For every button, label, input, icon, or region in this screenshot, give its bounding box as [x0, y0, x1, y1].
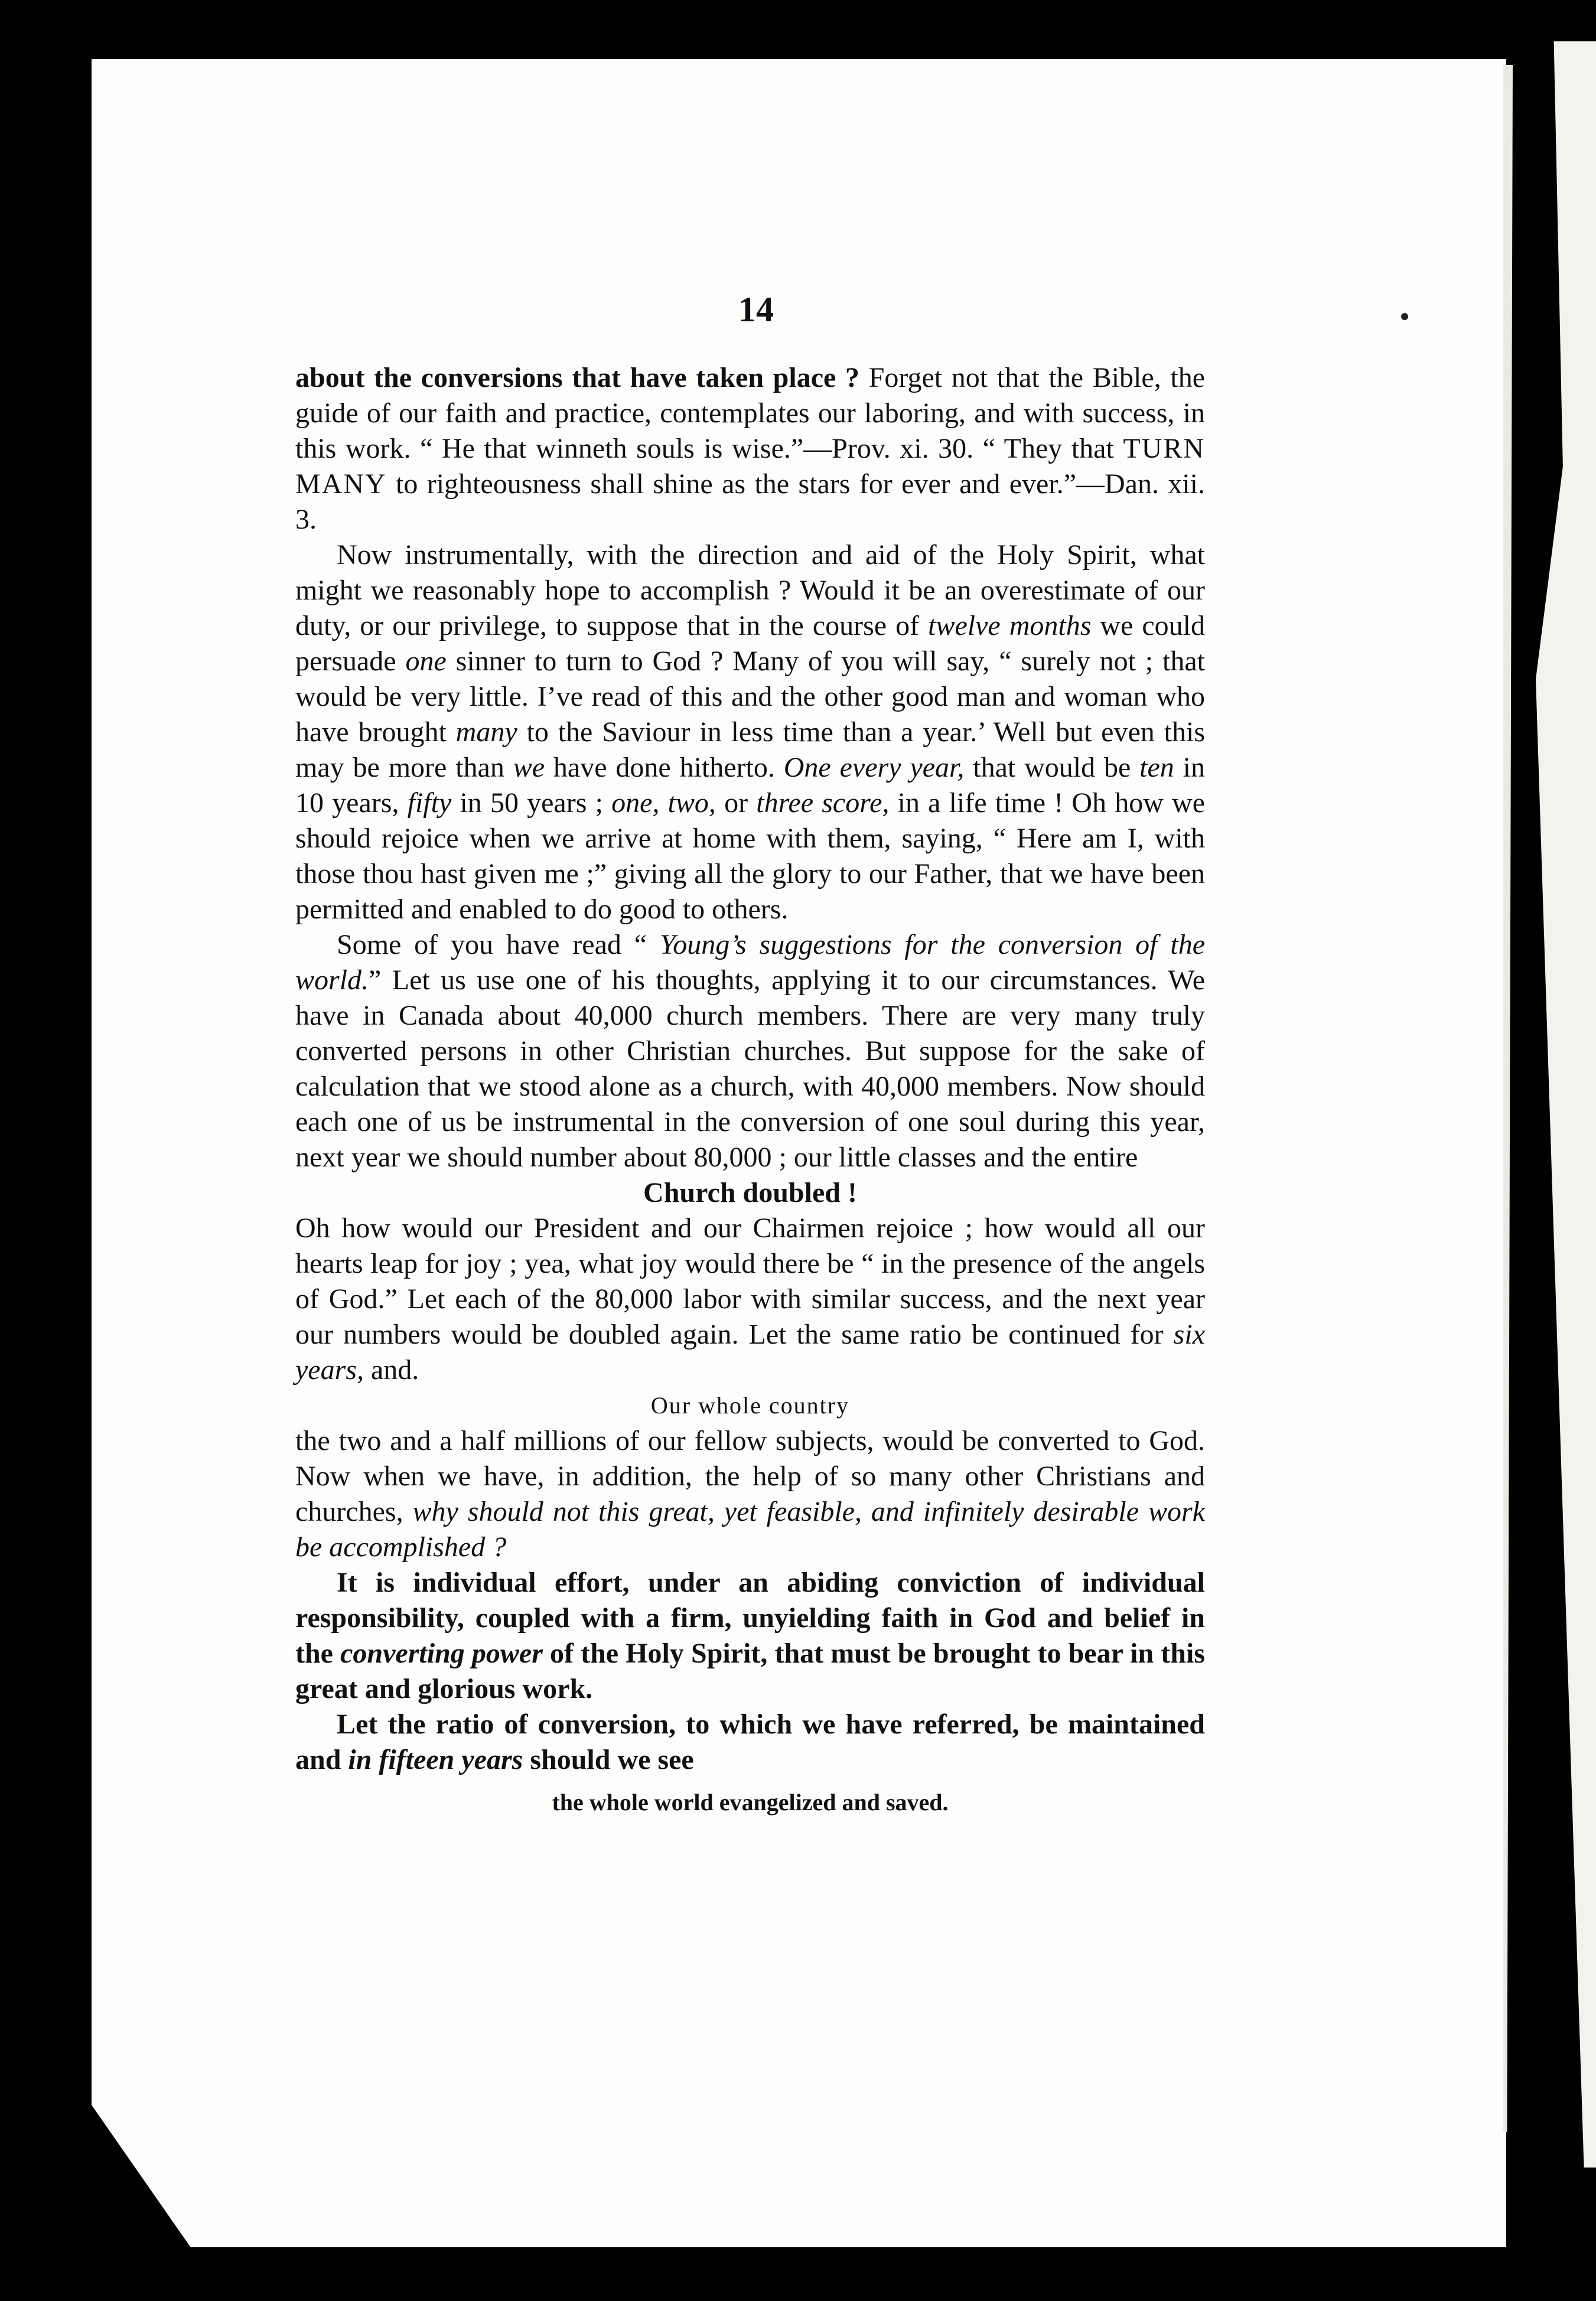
p4-seg-c: and.	[363, 1354, 419, 1386]
page-fold-edge	[1503, 65, 1513, 2132]
p1-bold-opening: about the conversions that have taken place ?	[295, 362, 859, 393]
p2-seg-c: we could persuade	[295, 610, 1206, 677]
p2-seg-h: we	[513, 752, 545, 783]
p2-seg-k: that would be	[964, 752, 1140, 783]
p4-seg-a: Oh how would our President and our Chairmen rejoice ; how would all our hearts leap for joy ; yea, what joy would there be “ in the presence of the angels of God.” Let each of the 80,000 labor with similar success, and the next year our numbers would be doubled again. Let the same ratio be continued for	[295, 1213, 1205, 1350]
p2-seg-j: One every year,	[783, 752, 965, 783]
paragraph-1	[295, 360, 1205, 537]
p2-seg-o: in 50 years ;	[451, 787, 612, 819]
paragraph-4	[295, 1211, 1205, 1388]
p2-seg-f: many	[455, 716, 517, 748]
p6-seg-a: It is individual effort, under an abiding conviction of individual responsibility, coupled with a firm, unyielding faith in God and belief in the	[295, 1567, 1205, 1669]
page-number: 14	[738, 290, 774, 329]
p1-text: Forget not that the Bible, the guide of our faith and practice, contemplates our laboring, and with success, in this work. “ He that winneth souls is wise.”—Prov. xi. 30. “ They that	[295, 362, 1205, 464]
p1-text-end: to righteousness shall shine as the stars for ever and ever.”—Dan. xii. 3.	[295, 468, 1205, 535]
p6-seg-b: converting power	[340, 1638, 543, 1669]
p7-seg-a: Let the ratio of conversion, to which we have referred, be maintained and	[295, 1709, 1205, 1775]
closing-line: the whole world evangelized and saved.	[552, 1789, 949, 1816]
p4-seg-b: six years,	[295, 1319, 1205, 1386]
p1-small-caps: TURN MANY	[295, 433, 1205, 500]
paragraph-6	[295, 1565, 1205, 1707]
p2-seg-i: have done hitherto.	[545, 752, 784, 783]
p2-seg-d: one	[405, 646, 447, 677]
p2-seg-g: to the Saviour in less time than a year.’ Well but even this may be more than	[295, 716, 1206, 783]
p2-seg-s: in a life time ! Oh how we should rejoice when we arrive at home with them, saying, “ Here am I, with those thou hast given me ;” giving all the glory to our Father, that we have been permitted and enabled to do good to others.	[295, 787, 1205, 925]
p2-seg-m: in 10 years,	[295, 752, 1205, 819]
p5-seg-b: why should not this great, yet feasible, and infinitely desirable work be accomplished ?	[295, 1496, 1206, 1563]
church-doubled-heading: Church doubled !	[643, 1177, 857, 1208]
ink-dot	[1401, 313, 1408, 320]
paragraph-5	[295, 1423, 1205, 1565]
p2-seg-r: three score,	[756, 787, 890, 819]
page-body-text	[295, 360, 1205, 1820]
p7-seg-b: in fifteen years	[348, 1744, 523, 1775]
p2-seg-p: one, two,	[611, 787, 716, 819]
paragraph-3	[295, 927, 1205, 1175]
p6-seg-c: of the Holy Spirit, that must be brought to bear in this great and glorious work.	[295, 1638, 1206, 1704]
p3-seg-c: ” Let us use one of his thoughts, applying it to our circumstances. We have in Canada about 40,000 church members. There are very many truly converted persons in other Christian churches. But suppose for the sake of calculation that we stood alone as a church, with 40,000 members. Now should each one of us be instrumental in the conversion of one soul during this year, next year we should number about 80,000 ; our little classes and the entire	[295, 964, 1205, 1173]
p7-seg-c: should we see	[523, 1744, 694, 1775]
p2-seg-q: or	[715, 787, 757, 819]
adjacent-page-edge	[1536, 41, 1596, 2168]
p2-seg-l: ten	[1139, 752, 1174, 783]
p2-seg-a: Now instrumentally, with the direction and aid of the Holy Spirit, what might we reasonably hope to accomplish ? Would it be an overestimate of our duty, or our privilege, to suppose that in the course of	[295, 539, 1205, 641]
p2-seg-e: sinner to turn to God ? Many of you will say, “ surely not ; that would be very little. I’ve read of this and the other good man and woman who have brought	[295, 646, 1206, 748]
p3-seg-a: Some of you have read “	[337, 929, 660, 960]
p2-seg-b: twelve months	[928, 610, 1092, 641]
paragraph-2	[295, 537, 1205, 927]
whole-country-heading: Our whole country	[650, 1392, 850, 1419]
p5-seg-a: the two and a half millions of our fellow subjects, would be converted to God. Now when we have, in addition, the help of so many other Christians and churches,	[295, 1425, 1205, 1527]
p3-book-title: Young’s suggestions for the conversion of the world.	[295, 929, 1205, 996]
p2-seg-n: fifty	[407, 787, 452, 819]
paragraph-7	[295, 1707, 1205, 1778]
